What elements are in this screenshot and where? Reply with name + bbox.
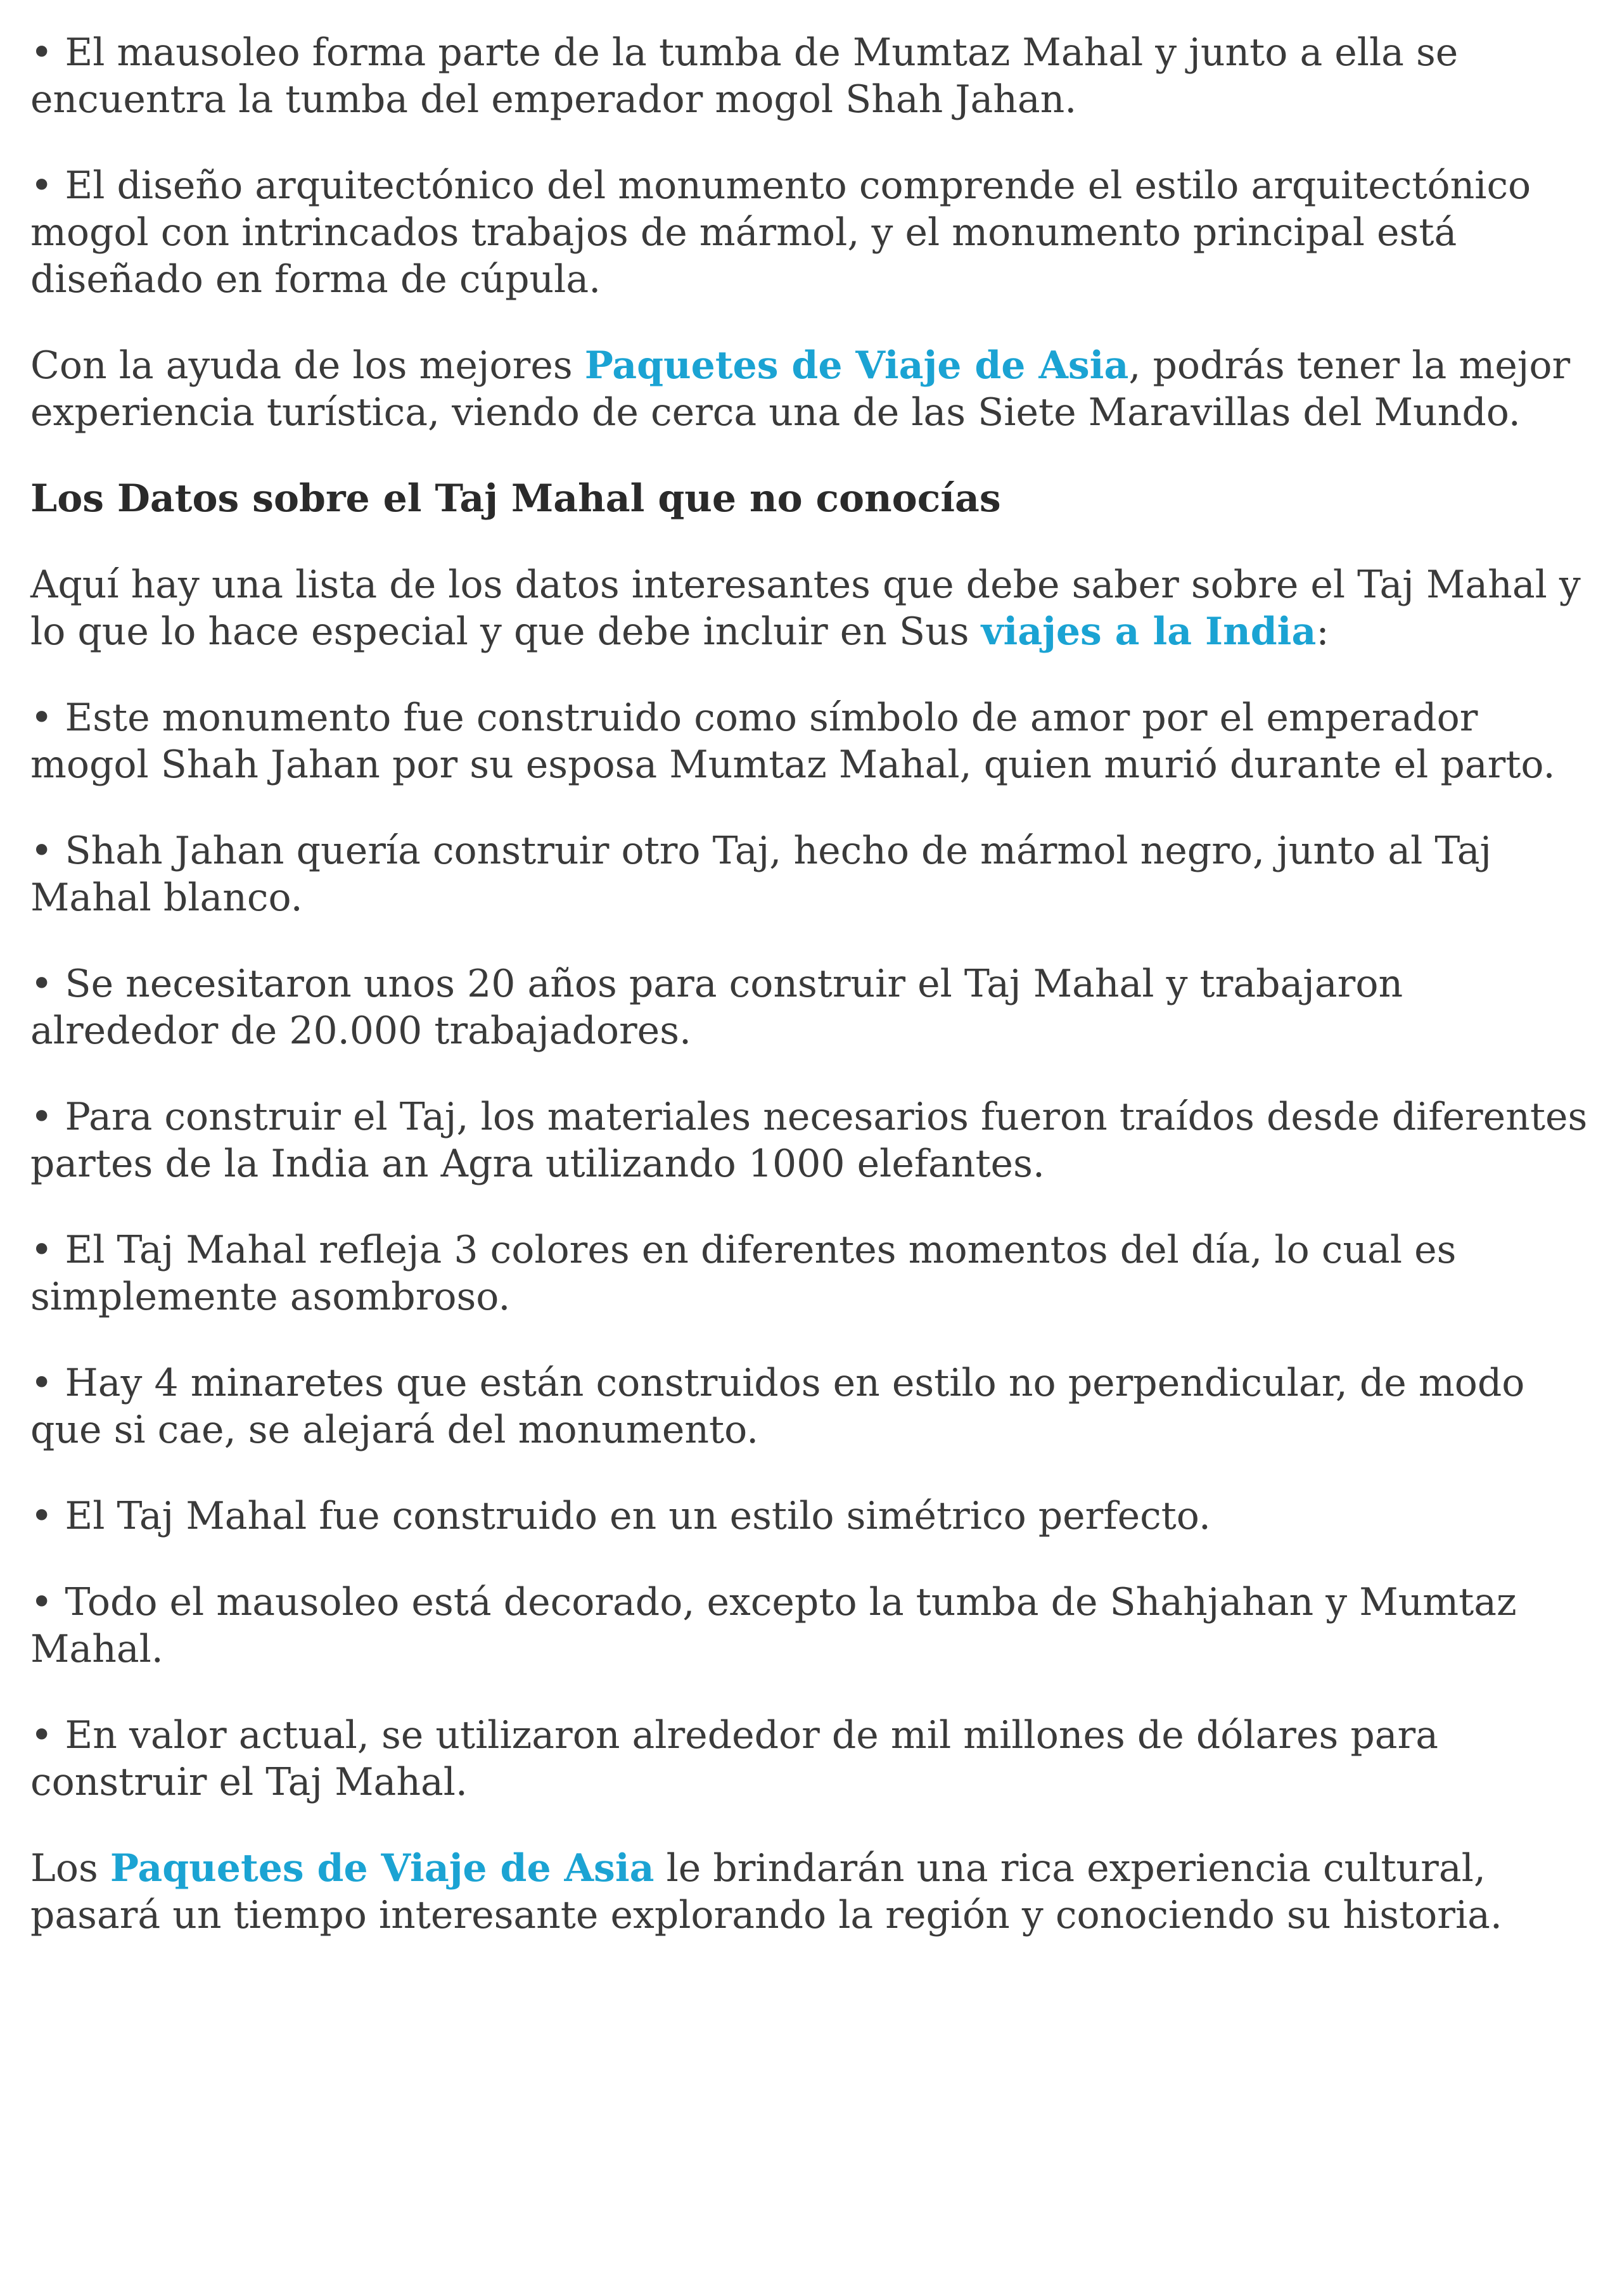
fact-item: • En valor actual, se utilizaron alrededor de mil millones de dólares para construir el Taj Mahal. [30, 1713, 1438, 1804]
paragraph-text: le brindarán una rica experiencia cultural, pasará un tiempo interesante explorando la región y conociendo su historia. [30, 1846, 1502, 1937]
india-trips-link[interactable]: viajes a la India [981, 609, 1317, 654]
fact-item: • Hay 4 minaretes que están construidos en estilo no perpendicular, de modo que si cae, se alejará del monumento. [30, 1361, 1525, 1452]
paragraph-text: Aquí hay una lista de los datos interesantes que debe saber sobre el Taj Mahal y lo que lo hace especial y que debe incluir en Sus [30, 563, 1581, 654]
paragraph-text: Los [30, 1846, 110, 1891]
asia-travel-packages-link[interactable]: Paquetes de Viaje de Asia [584, 343, 1129, 388]
asia-travel-packages-link[interactable]: Paquetes de Viaje de Asia [110, 1846, 655, 1891]
fact-item: • El Taj Mahal fue construido en un estilo simétrico perfecto. [30, 1494, 1211, 1538]
fact-item: • El Taj Mahal refleja 3 colores en diferentes momentos del día, lo cual es simplemente asombroso. [30, 1228, 1457, 1319]
paragraph-text: : [1316, 609, 1329, 654]
bullet-architecture: • El diseño arquitectónico del monumento comprende el estilo arquitectónico mogol con intrincados trabajos de mármol, y el monumento principal está diseñado en forma de cúpula. [30, 163, 1531, 302]
paragraph-facts-intro [30, 561, 1595, 655]
fact-item: • Para construir el Taj, los materiales necesarios fueron traídos desde diferentes partes de la India an Agra utilizando 1000 elefantes. [30, 1095, 1588, 1186]
fact-item: • Se necesitaron unos 20 años para construir el Taj Mahal y trabajaron alrededor de 20.000 trabajadores. [30, 962, 1403, 1053]
paragraph-asia-packages [30, 342, 1595, 436]
paragraph-closing [30, 1845, 1595, 1939]
paragraph-text: , podrás tener la mejor experiencia turística, viendo de cerca una de las Siete Maravillas del Mundo. [30, 343, 1571, 435]
fact-item: • Todo el mausoleo está decorado, excepto la tumba de Shahjahan y Mumtaz Mahal. [30, 1580, 1517, 1671]
paragraph-text: Con la ayuda de los mejores [30, 343, 585, 388]
fact-item: • Shah Jahan quería construir otro Taj, hecho de mármol negro, junto al Taj Mahal blanco. [30, 829, 1492, 920]
bullet-mausoleum: • El mausoleo forma parte de la tumba de Mumtaz Mahal y junto a ella se encuentra la tumba del emperador mogol Shah Jahan. [30, 30, 1459, 122]
section-heading: Los Datos sobre el Taj Mahal que no conocías [30, 476, 1001, 521]
fact-item: • Este monumento fue construido como símbolo de amor por el emperador mogol Shah Jahan por su esposa Mumtaz Mahal, quien murió durante el parto. [30, 696, 1555, 787]
